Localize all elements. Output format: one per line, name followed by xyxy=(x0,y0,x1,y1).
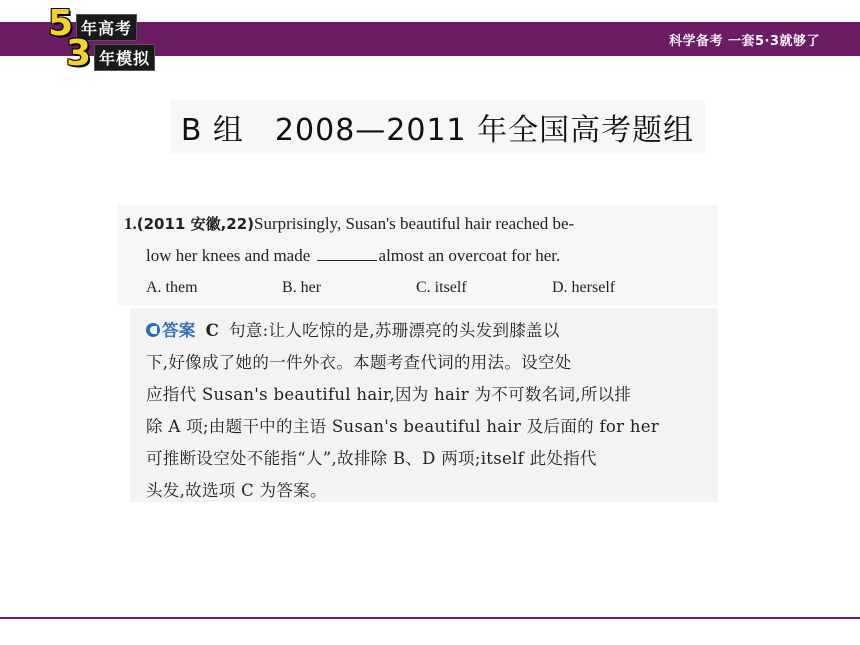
logo-digit-three: 3 xyxy=(66,33,92,74)
answer-line-5: 可推断设空处不能指“人”,故排除 B、D 两项;itself 此处指代 xyxy=(146,449,597,468)
answer-label: 答案 xyxy=(162,321,196,340)
answer-blank xyxy=(317,246,377,261)
logo-text-bottom: 年模拟 xyxy=(94,44,155,71)
question-source: (2011 安徽,22) xyxy=(136,215,255,233)
answer-text-1: 句意:让人吃惊的是,苏珊漂亮的头发到膝盖以 xyxy=(229,321,560,340)
question-text-2b: almost an overcoat for her. xyxy=(378,246,561,265)
section-title: B 组 2008—2011 年全国高考题组 xyxy=(180,113,695,148)
question-text-1: Surprisingly, Susan's beautiful hair reached be- xyxy=(254,214,575,233)
answer-line-6: 头发,故选项 C 为答案。 xyxy=(146,481,327,500)
answer-icon xyxy=(146,323,160,337)
option-a: A. them xyxy=(146,279,198,296)
header-slogan: 科学备考 一套5·3就够了 xyxy=(668,34,820,49)
question-line-2 xyxy=(146,246,560,266)
brand-logo xyxy=(44,3,174,74)
section-title-box xyxy=(170,100,705,154)
logo-text-top: 年高考 xyxy=(76,14,137,41)
answer-choice: C xyxy=(205,321,220,340)
option-d: D. herself xyxy=(552,279,616,296)
answer-line-3: 应指代 Susan's beautiful hair,因为 hair 为不可数名词,所以排 xyxy=(146,385,632,404)
question-line-1 xyxy=(124,213,574,234)
option-c: C. itself xyxy=(416,279,467,296)
option-b: B. her xyxy=(282,279,322,296)
logo-digit-five: 5 xyxy=(48,3,74,44)
answer-line-4: 除 A 项;由题干中的主语 Susan's beautiful hair 及后面的 for her xyxy=(146,417,660,436)
answer-line-2: 下,好像成了她的一件外衣。本题考查代词的用法。设空处 xyxy=(146,353,572,372)
question-text-2a: low her knees and made xyxy=(146,246,311,265)
answer-line-1 xyxy=(146,317,560,341)
footer-divider xyxy=(0,617,860,619)
question-number: 1. xyxy=(124,214,137,233)
